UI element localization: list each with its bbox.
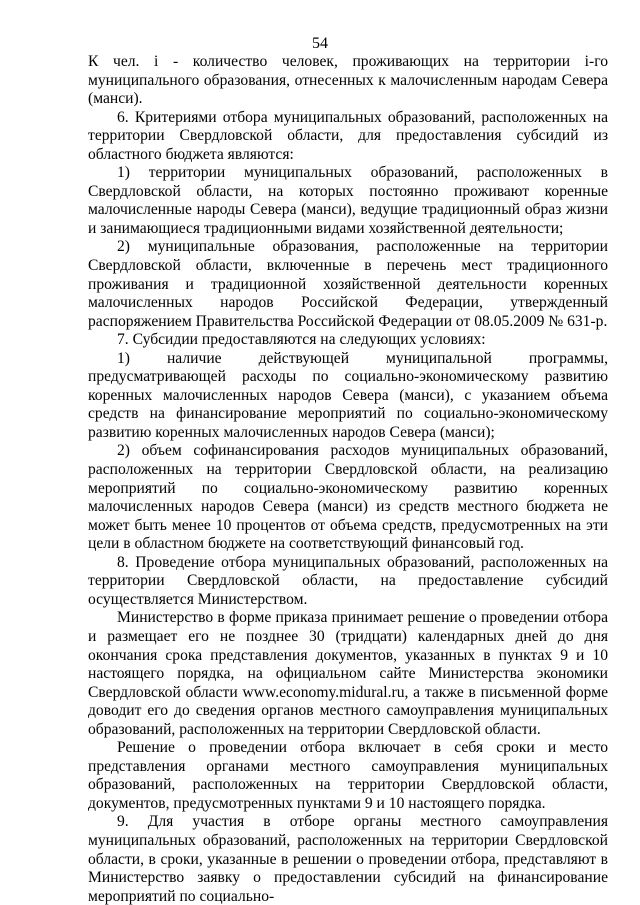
paragraph-8-selection: 8. Проведение отбора муниципальных образований, расположенных на территории Свердловской области, на предоставление субсидий осуществляется Министерством. — [88, 553, 608, 608]
paragraph-7-item-1: 1) наличие действующей муниципальной программы, предусматривающей расходы по социально-экономическому развитию коренных малочисленных народов Севера (манси), с указанием объема средств на финансирование мероприятий по социально-экономическому развитию коренных малочисленных народов Севера (манси); — [88, 349, 608, 441]
paragraph-ministry-decision: Министерство в форме приказа принимает решение о проведении отбора и размещает его не позднее 30 (тридцати) календарных дней до дня окончания срока представления документов, указанных в пунктах 9 и 10 настоящего порядка, на официальном сайте Министерства экономики Свердловской области www.economy.midural.ru, а также в письменной форме доводит его до сведения органов местного самоуправления муниципальных образований, расположенных на территории Свердловской области. — [88, 609, 608, 738]
page-number: 54 — [312, 35, 328, 52]
paragraph-6-item-1: 1) территории муниципальных образований, расположенных в Свердловской области, на которых постоянно проживают коренные малочисленные народы Севера (манси), ведущие традиционный образ жизни и занимающиеся традиционными видами хозяйственной деятельности; — [88, 164, 608, 237]
paragraph-decision-contents: Решение о проведении отбора включает в себя сроки и место представления органами местного самоуправления муниципальных образований, расположенных на территории Свердловской области, документов, предусмотренных пунктами 9 и 10 настоящего порядка. — [88, 739, 608, 812]
paragraph-7-item-2: 2) объем софинансирования расходов муниципальных образований, расположенных на территории Свердловской области, на реализацию мероприятий по социально-экономическому развитию коренных малочисленных народов Севера (манси) из средств местного бюджета не может быть менее 10 процентов от объема средств, предусмотренных на эти цели в областном бюджете на соответствующий финансовый год. — [88, 442, 608, 553]
paragraph-6-item-2: 2) муниципальные образования, расположенные на территории Свердловской области, включенные в перечень мест традиционного проживания и традиционной хозяйственной деятельности коренных малочисленных народов Российской Федерации, утвержденный распоряжением Правительства Российской Федерации от 08.05.2009 № 631-р. — [88, 238, 608, 330]
paragraph-formula-note: К чел. i - количество человек, проживающих на территории i-го муниципального образования, отнесенных к малочисленным народам Севера (манси). — [88, 53, 608, 108]
paragraph-6-criteria: 6. Критериями отбора муниципальных образований, расположенных на территории Свердловской области, для предоставления субсидий из областного бюджета являются: — [88, 108, 608, 163]
paragraph-7-conditions: 7. Субсидии предоставляются на следующих условиях: — [117, 331, 486, 349]
paragraph-9-application: 9. Для участия в отборе органы местного самоуправления муниципальных образований, расположенных на территории Свердловской области, в сроки, указанные в решении о проведении отбора, представляют в Министерство заявку о предоставлении субсидий на финансирование мероприятий по социально- — [88, 813, 608, 905]
document-body — [88, 53, 608, 905]
